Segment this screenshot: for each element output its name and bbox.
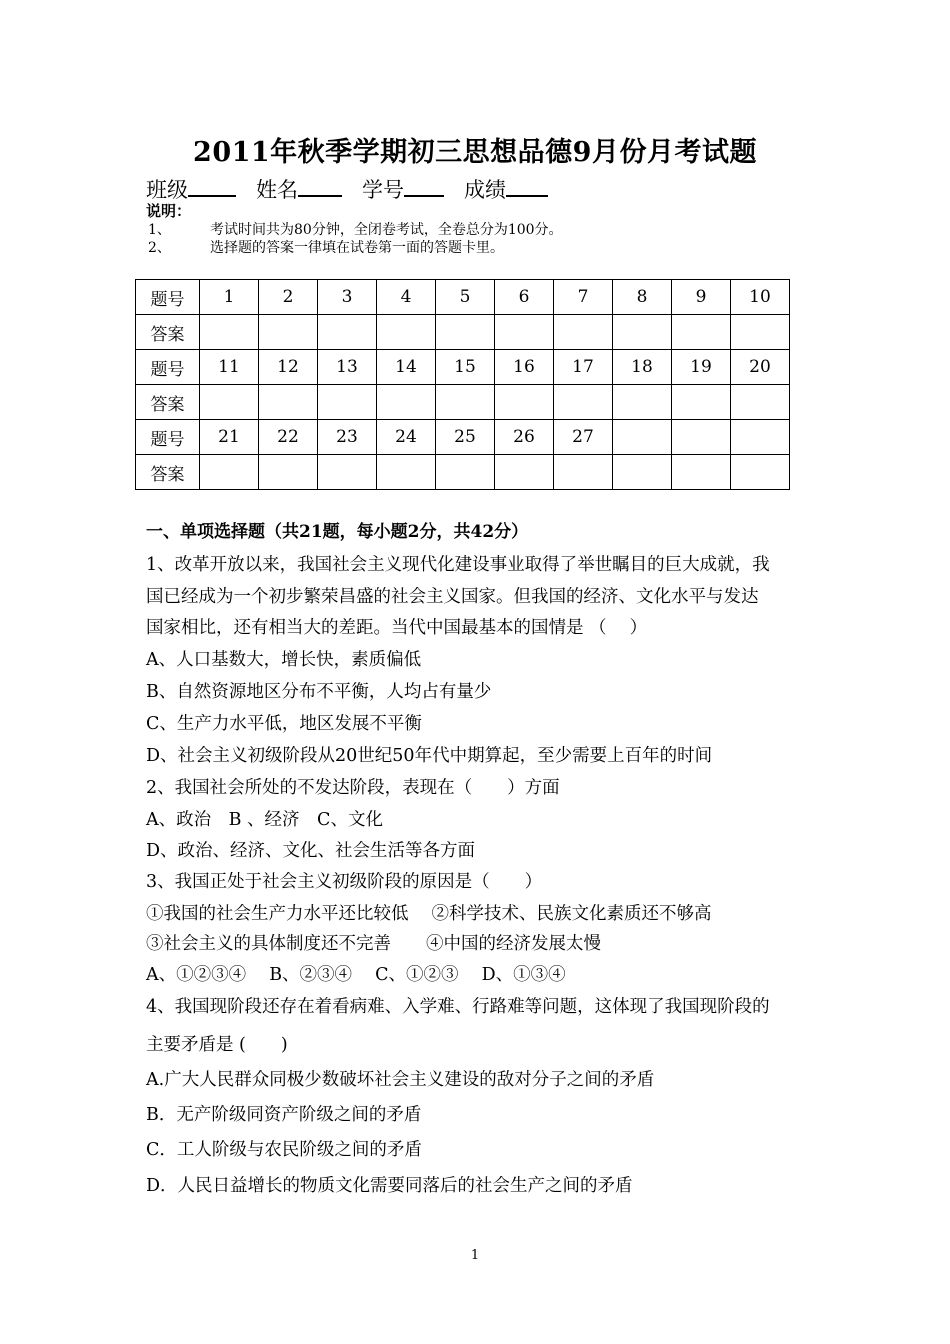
question-line: C．工人阶级与农民阶级之间的矛盾 [146,1140,422,1160]
note-item [148,219,563,239]
question-number-cell: 22 [259,420,318,455]
question-number-cell: 3 [318,280,377,315]
score-blank[interactable] [506,175,548,197]
question-number-cell: 7 [554,280,613,315]
question-line: A、人口基数大，增长快，素质偏低 [146,650,422,670]
answer-cell[interactable] [672,315,731,350]
score-label: 成绩 [464,178,506,202]
number-row [136,350,790,385]
question-number-cell [672,420,731,455]
question-line: A.广大人民群众同极少数破坏社会主义建设的敌对分子之间的矛盾 [146,1070,655,1090]
answer-cell[interactable] [259,385,318,420]
question-line: 主要矛盾是 ( ) [146,1035,288,1055]
question-number-cell: 11 [200,350,259,385]
question-number-cell: 20 [731,350,790,385]
answer-row-label: 答案 [136,385,200,420]
page-title: 2011年秋季学期初三思想品德9月份月考试题 [193,137,757,168]
answer-cell[interactable] [731,315,790,350]
note-number: 1、 [148,222,171,238]
question-line: C、生产力水平低，地区发展不平衡 [146,714,422,734]
question-line: 3、我国正处于社会主义初级阶段的原因是（ ） [146,872,543,892]
question-line: ①我国的社会生产力水平还比较低 ②科学技术、民族文化素质还不够高 [146,904,712,924]
question-line: 1、改革开放以来，我国社会主义现代化建设事业取得了举世瞩目的巨大成就，我 [146,555,770,575]
answer-cell[interactable] [318,315,377,350]
answer-cell[interactable] [613,385,672,420]
answer-cell[interactable] [200,315,259,350]
question-number-cell: 26 [495,420,554,455]
question-number-cell: 9 [672,280,731,315]
answer-cell[interactable] [495,315,554,350]
question-number-cell: 25 [436,420,495,455]
question-line: B、自然资源地区分布不平衡，人均占有量少 [146,682,492,702]
question-number-cell: 4 [377,280,436,315]
answer-cell[interactable] [200,385,259,420]
answer-cell[interactable] [436,455,495,490]
question-number-cell: 19 [672,350,731,385]
answer-cell[interactable] [731,455,790,490]
answer-sheet-table [135,279,790,490]
question-number-cell: 21 [200,420,259,455]
question-number-cell: 8 [613,280,672,315]
answer-cell[interactable] [613,455,672,490]
number-row-label: 题号 [136,420,200,455]
section-heading: 一、单项选择题（共21题，每小题2分，共42分） [146,522,529,542]
question-line: A、①②③④ B、②③④ C、①②③ D、①③④ [146,965,566,985]
number-row-label: 题号 [136,280,200,315]
answer-row [136,455,790,490]
question-line: 国家相比，还有相当大的差距。当代中国最基本的国情是 （ ） [146,618,648,638]
question-number-cell: 13 [318,350,377,385]
number-row [136,280,790,315]
question-line: 2、我国社会所处的不发达阶段，表现在（ ）方面 [146,778,560,798]
student-info-fields [146,174,548,204]
question-number-cell: 1 [200,280,259,315]
answer-row [136,315,790,350]
class-blank[interactable] [188,175,236,197]
question-line: D．人民日益增长的物质文化需要同落后的社会生产之间的矛盾 [146,1176,633,1196]
page-number: 1 [470,1248,480,1263]
answer-row [136,385,790,420]
answer-cell[interactable] [377,385,436,420]
question-line: D、社会主义初级阶段从20世纪50年代中期算起，至少需要上百年的时间 [146,746,713,766]
answer-cell[interactable] [377,455,436,490]
note-text: 考试时间共为80分钟，全闭卷考试，全卷总分为100分。 [210,222,563,238]
note-text: 选择题的答案一律填在试卷第一面的答题卡里。 [210,240,504,256]
question-number-cell: 6 [495,280,554,315]
name-label: 姓名 [256,178,298,202]
question-line: D、政治、经济、文化、社会生活等各方面 [146,841,476,861]
answer-cell[interactable] [613,315,672,350]
answer-cell[interactable] [436,385,495,420]
answer-cell[interactable] [200,455,259,490]
answer-cell[interactable] [672,385,731,420]
question-number-cell: 5 [436,280,495,315]
answer-cell[interactable] [495,385,554,420]
answer-cell[interactable] [259,315,318,350]
question-number-cell [731,420,790,455]
name-blank[interactable] [298,175,342,197]
answer-cell[interactable] [554,455,613,490]
question-number-cell: 12 [259,350,318,385]
note-number: 2、 [148,240,171,256]
answer-cell[interactable] [318,385,377,420]
number-row-label: 题号 [136,350,200,385]
note-item [148,237,504,257]
question-number-cell: 27 [554,420,613,455]
question-number-cell: 18 [613,350,672,385]
question-number-cell: 16 [495,350,554,385]
answer-cell[interactable] [377,315,436,350]
answer-row-label: 答案 [136,455,200,490]
answer-cell[interactable] [672,455,731,490]
answer-cell[interactable] [436,315,495,350]
answer-cell[interactable] [554,315,613,350]
answer-cell[interactable] [495,455,554,490]
question-line: 4、我国现阶段还存在着看病难、入学难、行路难等问题，这体现了我国现阶段的 [146,997,770,1017]
question-number-cell: 23 [318,420,377,455]
question-number-cell: 15 [436,350,495,385]
question-line: B．无产阶级同资产阶级之间的矛盾 [146,1105,422,1125]
id-label: 学号 [362,178,404,202]
answer-row-label: 答案 [136,315,200,350]
class-label: 班级 [146,178,188,202]
question-line: A、政治 B 、经济 C、文化 [146,810,383,830]
number-row [136,420,790,455]
question-number-cell [613,420,672,455]
question-line: 国已经成为一个初步繁荣昌盛的社会主义国家。但我国的经济、文化水平与发达 [146,587,759,607]
question-number-cell: 17 [554,350,613,385]
question-number-cell: 14 [377,350,436,385]
answer-cell[interactable] [731,385,790,420]
answer-cell[interactable] [554,385,613,420]
answer-cell[interactable] [318,455,377,490]
question-number-cell: 24 [377,420,436,455]
question-line: ③社会主义的具体制度还不完善 ④中国的经济发展太慢 [146,934,601,954]
question-number-cell: 2 [259,280,318,315]
answer-cell[interactable] [259,455,318,490]
notes-heading: 说明： [146,202,192,220]
id-blank[interactable] [404,175,444,197]
question-number-cell: 10 [731,280,790,315]
